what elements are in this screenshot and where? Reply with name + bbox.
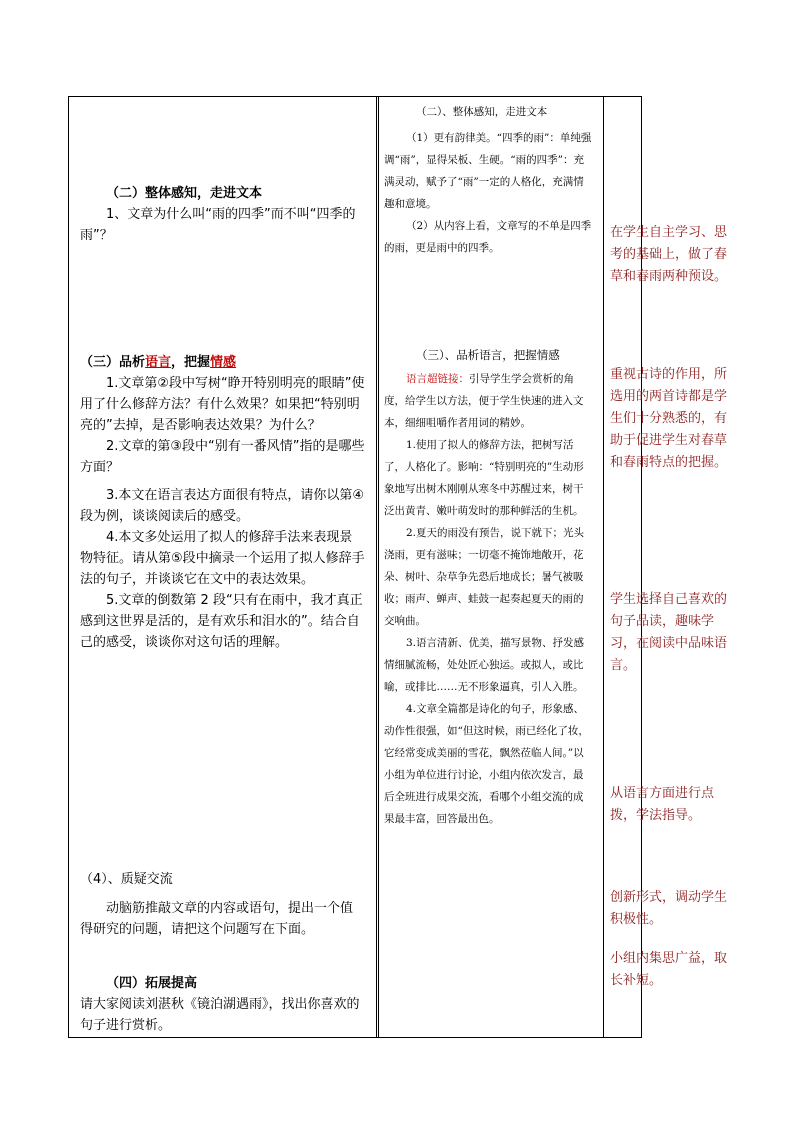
link-note: 语言超链接：引导学生学会赏析的角度，给学生以方法，便于学生快速的进入文本，细细咀嚼作者用词的精妙。 (384, 373, 584, 429)
question: 1.文章第②段中写树“睁开特别明亮的眼睛”使用了什么修辞方法？有什么效果？如果把“特别明亮的”去掉，是否影响表达效果？为什么？ (80, 376, 365, 433)
question: 1、文章为什么叫“雨的四季”而不叫“四季的雨”？ (80, 207, 356, 243)
col1-section4 (80, 869, 365, 940)
question: 3.本文在语言表达方面很有特点，请你以第④段为例，谈谈阅读后的感受。 (80, 488, 365, 524)
section-heading: （三）品析语言，把握情感 (80, 355, 237, 370)
answer: 3.语言清新、优美，描写景物、抒发感情细腻流畅，处处匠心独运。或拟人，或比喻，或排比……无不形象逼真，引人入胜。 (384, 637, 585, 693)
design-note: 学生选择自己喜欢的句子品读，趣味学习，在阅读中品味语言。 (610, 592, 728, 673)
question: 2.文章的第③段中“别有一番风情”指的是哪些方面？ (80, 439, 365, 475)
design-note: 重视古诗的作用，所选用的两首诗都是学生们十分熟悉的，有助于促进学生对春草和春雨特点的把握。 (610, 367, 728, 470)
answer: （2）从内容上看，文章写的不单是四季的雨，更是雨中的四季。 (384, 220, 592, 254)
question: 5.文章的倒数第 2 段“只有在雨中，我才真正感到这世界是活的，是有欢乐和泪水的”。结合自己的感受，谈谈你对这句话的理解。 (80, 593, 363, 650)
column-divider (378, 97, 379, 1037)
design-note: 在学生自主学习、思考的基础上，做了春草和春雨两种预设。 (610, 225, 728, 284)
col1-section5 (80, 973, 365, 1036)
col1-section2 (80, 183, 365, 246)
question: 4.本文多处运用了拟人的修辞手法来表现景物特征。请从第⑤段中摘录一个运用了拟人修辞手法的句子，并谈谈它在文中的表达效果。 (80, 530, 365, 587)
body-text: 动脑筋推敲文章的内容或语句，提出一个值得研究的问题，请把这个问题写在下面。 (80, 901, 354, 937)
design-note: 小组内集思广益，取长补短。 (610, 951, 728, 988)
section-heading: （四）拓展提高 (106, 976, 198, 991)
answer: 4.文章全篇都是诗化的句子，形象感、动作性很强，如“但这时候，雨已经化了妆，它经常变成美丽的雪花，飘然莅临人间。”以小组为单位进行讨论，小组内依次发言，最后全班进行成果交流，看哪个小组交流的成果最丰富，回答最出色。 (384, 703, 589, 825)
section-heading: （4）、质疑交流 (80, 872, 173, 887)
answer: 2.夏天的雨没有预告，说下就下；光头浇雨，更有滋味；一切毫不掩饰地敞开，花朵、树叶、杂草争先恐后地成长；暑气被吸收；雨声、蝉声、蛙鼓一起奏起夏天的雨的交响曲。 (384, 527, 585, 627)
column-divider (603, 97, 604, 1037)
section-heading: （二）整体感知，走进文本 (106, 186, 263, 201)
col2-section2 (384, 101, 592, 259)
answer: （1）更有韵律美。“四季的雨”：单纯强调“雨”，显得呆板、生硬。“雨的四季”：充满灵动，赋予了“雨”一定的人格化，充满情趣和意境。 (384, 132, 592, 210)
col1-section3 (80, 352, 365, 478)
section-heading: （三）、品析语言，把握情感 (416, 348, 560, 362)
column-divider (376, 97, 377, 1037)
section-heading: （二）、整体感知，走进文本 (416, 106, 548, 118)
body-text: 请大家阅读刘湛秋《镜泊湖遇雨》，找出你喜欢的句子进行赏析。 (80, 997, 360, 1033)
col1-section3-more (80, 485, 365, 653)
design-note: 从语言方面进行点拨，学法指导。 (610, 786, 715, 823)
design-note: 创新形式，调动学生积极性。 (610, 890, 728, 927)
answer: 1.使用了拟人的修辞方法，把树写活了，人格化了。影响：“特别明亮的”生动形象地写出树木刚刚从寒冬中苏醒过来，树干泛出黄青、嫩叶萌发时的那种鲜活的生机。 (384, 439, 584, 517)
col2-section3 (384, 344, 592, 830)
